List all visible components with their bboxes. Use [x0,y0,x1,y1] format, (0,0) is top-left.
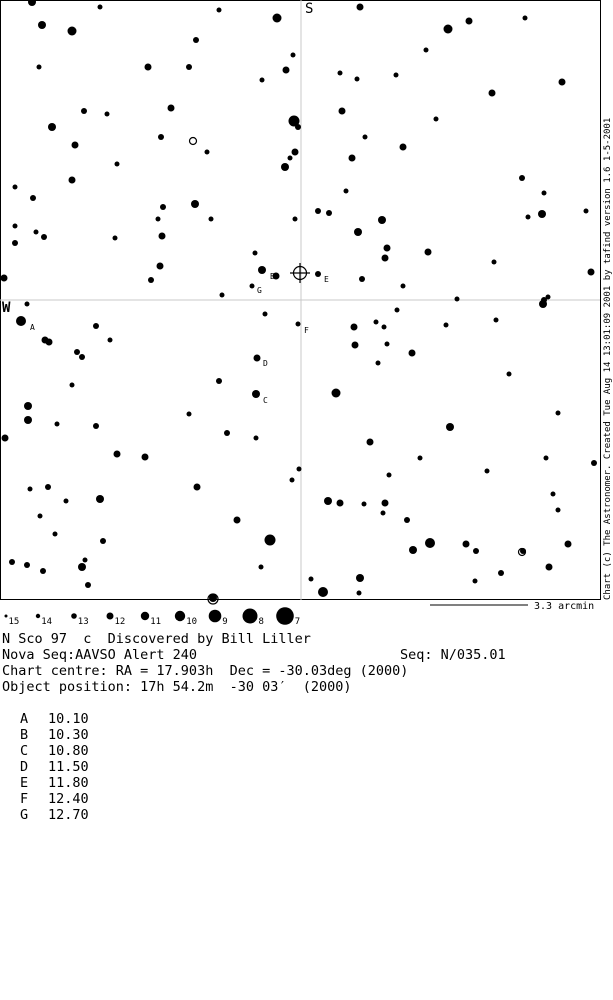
star [253,251,258,256]
star [539,300,547,308]
comparison-label-g: G [257,286,262,295]
scale-label: 3.3 arcmin [534,601,595,612]
star [409,350,416,357]
comparison-label-f: F [304,326,309,335]
star [220,293,225,298]
star [526,215,531,220]
star [546,564,553,571]
star [24,562,30,568]
comparison-label-a: A [30,323,35,332]
star [252,390,260,398]
star [455,297,460,302]
star [158,134,164,140]
star [216,378,222,384]
star [362,502,367,507]
star [28,487,33,492]
star [24,402,32,410]
star [363,135,368,140]
star [85,582,91,588]
star [250,284,255,289]
star [492,260,497,265]
star [217,8,222,13]
star [209,217,214,222]
star [463,541,470,548]
star [45,484,51,490]
star [100,538,106,544]
star [37,65,42,70]
star [93,423,99,429]
star [24,416,32,424]
star [425,538,435,548]
legend-label-14: 14 [41,617,53,627]
star [382,500,389,507]
info-line-centre: Chart centre: RA = 17.903h Dec = -30.03deg (2000) [2,663,409,679]
sequence-row: A 10.10 [20,711,89,727]
star [352,342,359,349]
star [160,204,166,210]
star [288,156,293,161]
legend-dot-14 [36,614,40,618]
star [168,105,175,112]
star [381,511,386,516]
star [404,517,410,523]
star [542,191,547,196]
star [105,112,110,117]
sequence-row: B 10.30 [20,727,89,743]
star [115,162,120,167]
star [194,484,201,491]
star [378,216,386,224]
star [53,532,58,537]
star [74,349,80,355]
star [254,436,259,441]
star [13,224,18,229]
legend-dot-13 [71,613,77,619]
star [444,25,453,34]
star [40,568,46,574]
star [265,535,276,546]
star [355,77,360,82]
star [337,500,344,507]
star [69,177,76,184]
legend-dot-11 [141,612,149,620]
legend-dot-7 [276,607,294,625]
star [187,412,192,417]
star [425,249,432,256]
star [142,454,149,461]
star [485,469,490,474]
legend-label-8: 8 [258,617,264,627]
star [349,155,356,162]
star [356,574,364,582]
star [186,64,192,70]
legend-label-13: 13 [77,617,89,627]
direction-label-south: S [305,1,314,17]
star [309,577,314,582]
star [291,53,296,58]
star [357,591,362,596]
star [258,266,266,274]
star [374,320,379,325]
star [72,142,79,149]
chart-credit: Chart (c) The Astronomer. Created Tue Aug 14 13:01:09 2001 by tafind version 1.6 1-5-2001 [603,117,613,600]
star [339,108,346,115]
star [473,579,478,584]
legend-dot-15 [5,615,8,618]
star [259,565,264,570]
star [113,236,118,241]
star [584,209,589,214]
star [34,230,39,235]
legend-label-15: 15 [8,617,20,627]
star [16,316,26,326]
star [556,508,561,513]
star [351,324,358,331]
star [1,275,8,282]
legend-dot-9 [209,610,222,623]
star [318,587,328,597]
star [64,499,69,504]
star [79,354,85,360]
star [357,4,364,11]
sequence-row: C 10.80 [20,743,89,759]
star [538,210,546,218]
star [156,217,161,222]
star [498,570,504,576]
legend-dot-10 [175,611,185,621]
comparison-label-d: D [263,359,268,368]
star [344,189,349,194]
star [591,460,597,466]
star [68,27,77,36]
star [326,210,332,216]
sequence-row: F 12.40 [20,791,89,807]
legend-dot-8 [243,609,258,624]
comparison-label-b: B [270,272,275,281]
star [401,284,406,289]
star [191,200,199,208]
legend-label-9: 9 [222,617,228,627]
star [296,322,301,327]
star [519,175,525,181]
star [559,79,566,86]
star [292,149,299,156]
star [507,372,512,377]
star [41,234,47,240]
comparison-label-c: C [263,396,268,405]
legend-label-11: 11 [150,617,162,627]
star [466,18,473,25]
info-line-title: N Sco 97 c Discovered by Bill Liller [2,631,311,647]
star [293,217,298,222]
star [332,389,341,398]
star [114,451,121,458]
star [544,456,549,461]
star [9,559,15,565]
legend-label-12: 12 [114,617,126,627]
star [418,456,423,461]
star [96,495,104,503]
star [148,277,154,283]
star [546,295,551,300]
star [290,478,295,483]
star [565,541,572,548]
star [70,383,75,388]
star [83,558,88,563]
star [283,67,290,74]
star [295,124,301,130]
star [382,255,389,262]
star [25,302,30,307]
star [556,411,561,416]
star [234,517,241,524]
star [324,497,332,505]
star [38,514,43,519]
direction-label-west: W [2,300,11,316]
star [12,240,18,246]
star [394,73,399,78]
star [145,64,152,71]
star [444,323,449,328]
star [446,423,454,431]
star [2,435,9,442]
star [254,355,261,362]
star [159,233,166,240]
star [395,308,400,313]
star [48,123,56,131]
magnitude-legend [5,607,301,627]
sequence-row: D 11.50 [20,759,89,775]
star [93,323,99,329]
info-line-sequence: Nova Seq:AAVSO Alert 240 [2,647,198,663]
star [297,467,302,472]
info-line-seq-id: Seq: N/035.01 [400,647,506,663]
sequence-row: G 12.70 [20,807,89,823]
star [30,195,36,201]
star [13,185,18,190]
info-line-position: Object position: 17h 54.2m -30 03′ (2000) [2,679,352,695]
star [387,473,392,478]
star [193,37,199,43]
star [98,5,103,10]
star [38,21,46,29]
star [434,117,439,122]
comparison-label-e: E [324,275,329,284]
star [108,338,113,343]
star [424,48,429,53]
star [523,16,528,21]
star [359,276,365,282]
star [224,430,230,436]
star [551,492,556,497]
legend-label-10: 10 [186,617,198,627]
star [281,163,289,171]
legend-dot-12 [107,613,114,620]
star [382,325,387,330]
star [81,108,87,114]
star [55,422,60,427]
sequence-row: E 11.80 [20,775,89,791]
star [588,269,595,276]
star [473,548,479,554]
star [400,144,407,151]
star [409,546,417,554]
star [205,150,210,155]
legend-label-7: 7 [294,617,301,627]
star [260,78,265,83]
star [384,245,391,252]
star [46,339,53,346]
star [263,312,268,317]
star [338,71,343,76]
star [494,318,499,323]
star [78,563,86,571]
star [315,208,321,214]
star [273,14,282,23]
star [489,90,496,97]
star [376,361,381,366]
star [385,342,390,347]
star [157,263,164,270]
star [315,271,321,277]
star [354,228,362,236]
star [367,439,374,446]
